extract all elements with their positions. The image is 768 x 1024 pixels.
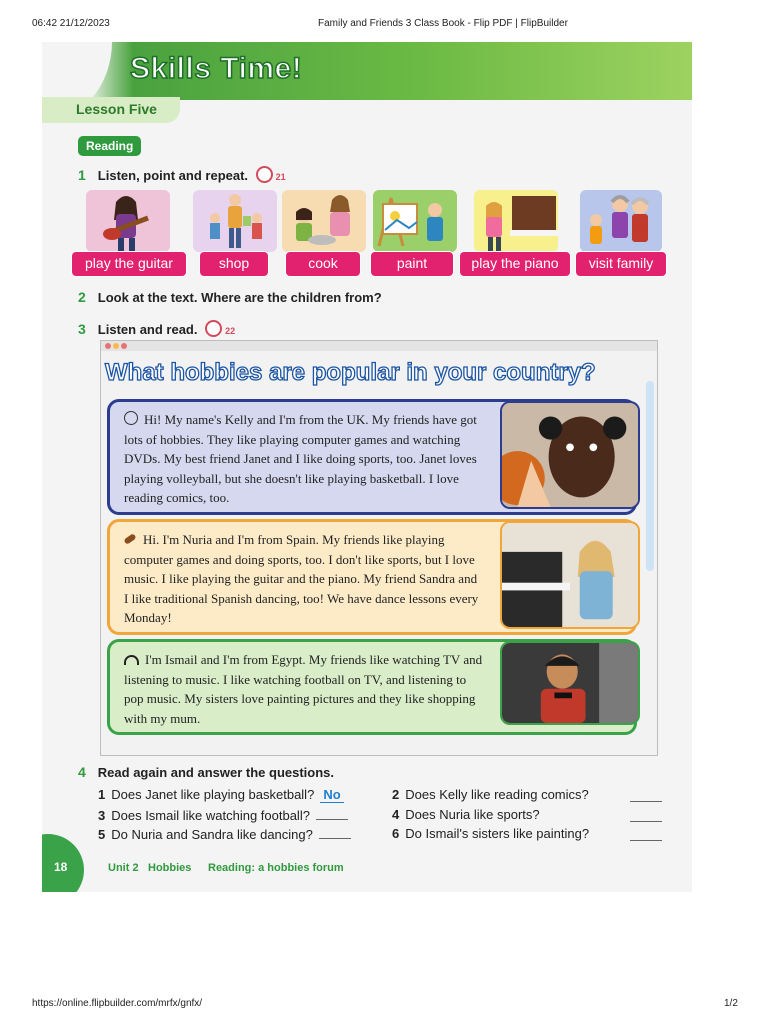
question-1: 1 Does Janet like playing basketball? No bbox=[98, 787, 344, 802]
print-timestamp: 06:42 21/12/2023 bbox=[32, 18, 110, 29]
question-3: 3 Does Ismail like watching football? bbox=[98, 807, 348, 823]
activity-number: 2 bbox=[78, 289, 86, 305]
forum-post-nuria bbox=[107, 519, 637, 635]
print-page-count: 1/2 bbox=[724, 998, 738, 1009]
answer-blank-5[interactable] bbox=[319, 826, 351, 839]
activity-3 bbox=[78, 320, 235, 337]
answer-blank-2[interactable] bbox=[630, 789, 662, 802]
boy-with-remote-photo bbox=[502, 643, 638, 723]
picture-label-cook: cook bbox=[286, 252, 360, 276]
ismail-photo bbox=[500, 641, 640, 725]
girl-at-piano-photo bbox=[502, 523, 638, 627]
girl-guitar-illustration bbox=[86, 190, 170, 252]
post-body: Hi. I'm Nuria and I'm from Spain. My friends like playing computer games and doing sports, too. I don't like sports, but I love music. I like playing the guitar and the piano. My friend Sandra and I like traditional Spanish dancing, too! We have dance lessons every Monday! bbox=[124, 532, 479, 625]
forum-post-ismail bbox=[107, 639, 637, 735]
lesson-label: Lesson Five bbox=[76, 101, 157, 117]
track-number: 22 bbox=[225, 326, 236, 336]
post-body: Hi! My name's Kelly and I'm from the UK. My friends have got lots of hobbies. They like playing computer games and watching DVDs. My best friend Janet and I like doing sports, too. Janet loves playing volleyball, but she doesn't like playing basketball. I love reading comics, too. bbox=[124, 412, 477, 505]
question-5: 5 Do Nuria and Sandra like dancing? bbox=[98, 826, 351, 842]
picture-piano bbox=[474, 190, 558, 252]
print-page-title: Family and Friends 3 Class Book - Flip PDF | FlipBuilder bbox=[318, 18, 568, 29]
reading-badge: Reading bbox=[78, 136, 141, 156]
activity-number: 3 bbox=[78, 321, 86, 337]
question-6: 6 Do Ismail's sisters like painting? bbox=[392, 826, 590, 841]
page-number: 18 bbox=[54, 860, 68, 874]
painting-illustration bbox=[373, 190, 457, 252]
family-shopping-illustration bbox=[193, 190, 277, 252]
book-page bbox=[42, 42, 692, 892]
print-url[interactable]: https://online.flipbuilder.com/mrfx/gnfx/ bbox=[32, 998, 203, 1009]
volleyball-icon bbox=[124, 411, 138, 425]
audio-track-icon[interactable] bbox=[205, 320, 222, 337]
girl-with-ball-photo bbox=[502, 403, 638, 507]
picture-guitar bbox=[86, 190, 170, 252]
forum-scrollbar[interactable] bbox=[646, 381, 654, 571]
activity-text: Listen and read. bbox=[97, 322, 198, 337]
activity-number: 4 bbox=[78, 764, 86, 780]
lesson-tab bbox=[42, 97, 180, 123]
activity-text: Read again and answer the questions. bbox=[97, 765, 335, 780]
page-title: Skills Time! bbox=[130, 52, 303, 85]
headphones-icon bbox=[124, 655, 139, 665]
question-4: 4 Does Nuria like sports? bbox=[392, 807, 540, 822]
audio-track-icon[interactable] bbox=[256, 166, 273, 183]
footer-unit: Unit 2 bbox=[108, 862, 139, 874]
visit-family-illustration bbox=[580, 190, 662, 252]
activity-4 bbox=[78, 764, 334, 780]
activity-text: Look at the text. Where are the children from? bbox=[97, 290, 382, 305]
picture-cook bbox=[282, 190, 366, 252]
post-text bbox=[124, 530, 484, 628]
window-titlebar bbox=[101, 341, 657, 351]
picture-label-family: visit family bbox=[576, 252, 666, 276]
cooking-illustration bbox=[282, 190, 366, 252]
window-minimize-icon bbox=[113, 343, 119, 349]
kelly-photo bbox=[500, 401, 640, 509]
picture-paint bbox=[373, 190, 457, 252]
activity-number: 1 bbox=[78, 167, 86, 183]
picture-label-guitar: play the guitar bbox=[72, 252, 186, 276]
footer-unit-title: Hobbies bbox=[148, 862, 192, 874]
activity-2 bbox=[78, 289, 382, 305]
track-number: 21 bbox=[275, 172, 286, 182]
piano-illustration bbox=[474, 190, 558, 252]
question-2: 2 Does Kelly like reading comics? bbox=[392, 787, 589, 802]
picture-label-piano: play the piano bbox=[460, 252, 570, 276]
post-body: I'm Ismail and I'm from Egypt. My friends like watching TV and listening to music. I like watching football on TV, and listening to pop music. My sisters love painting pictures and they like shopping with my mum. bbox=[124, 652, 483, 726]
window-close-icon bbox=[105, 343, 111, 349]
picture-shop bbox=[193, 190, 277, 252]
forum-heading: What hobbies are popular in your country? bbox=[105, 359, 596, 386]
answer-field[interactable]: No bbox=[320, 787, 343, 803]
guitar-icon bbox=[123, 533, 136, 545]
window-maximize-icon bbox=[121, 343, 127, 349]
picture-label-shop: shop bbox=[200, 252, 268, 276]
activity-text: Listen, point and repeat. bbox=[97, 168, 249, 183]
picture-label-paint: paint bbox=[371, 252, 453, 276]
answer-blank-4[interactable] bbox=[630, 809, 662, 822]
forum-window bbox=[100, 340, 658, 756]
answer-blank-6[interactable] bbox=[630, 828, 662, 841]
picture-family bbox=[580, 190, 662, 252]
footer-section: Reading: a hobbies forum bbox=[208, 862, 344, 874]
activity-1 bbox=[78, 166, 286, 183]
nuria-photo bbox=[500, 521, 640, 629]
post-text bbox=[124, 410, 484, 508]
forum-post-kelly bbox=[107, 399, 637, 515]
post-text bbox=[124, 650, 484, 728]
answer-blank-3[interactable] bbox=[316, 807, 348, 820]
